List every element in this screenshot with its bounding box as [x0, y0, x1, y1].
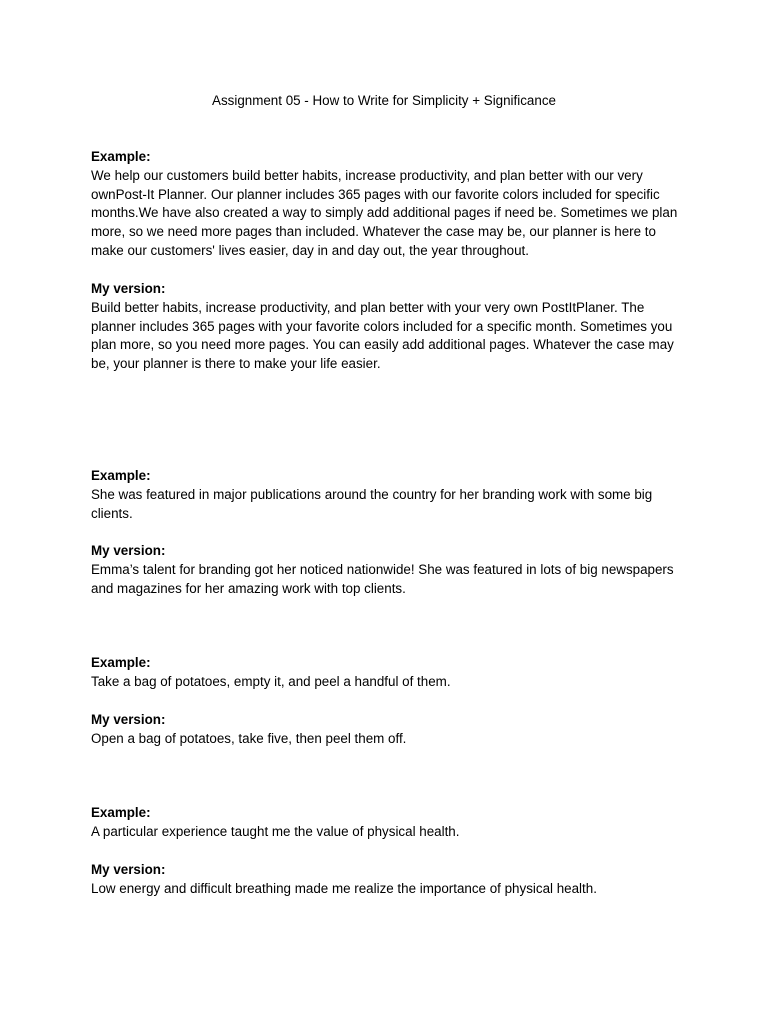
example-heading: Example:	[91, 655, 151, 670]
version-heading: My version:	[91, 543, 166, 558]
version-block-1	[91, 280, 691, 374]
example-block-1	[91, 148, 691, 261]
example-text: She was featured in major publications around the country for her branding work with some big clients.	[91, 486, 653, 521]
version-text: Open a bag of potatoes, take five, then peel them off.	[91, 730, 407, 746]
version-block-2	[91, 542, 691, 598]
example-text: Take a bag of potatoes, empty it, and peel a handful of them.	[91, 673, 451, 689]
example-heading: Example:	[91, 468, 151, 483]
version-text: Build better habits, increase productivity, and plan better with your very own PostItPlaner. The planner includes 365 pages with your favorite colors included for a specific month. Sometimes you plan more, so you need more pages. You can easily add additional pages. Whatever the case may be, your planner is there to make your life easier.	[91, 299, 674, 372]
document-title: Assignment 05 - How to Write for Simplicity + Significance	[212, 93, 556, 108]
version-heading: My version:	[91, 712, 166, 727]
version-heading: My version:	[91, 281, 166, 296]
version-text: Low energy and difficult breathing made me realize the importance of physical health.	[91, 880, 597, 896]
example-heading: Example:	[91, 805, 151, 820]
example-heading: Example:	[91, 149, 151, 164]
version-heading: My version:	[91, 862, 166, 877]
example-text: A particular experience taught me the value of physical health.	[91, 823, 460, 839]
version-text: Emma’s talent for branding got her noticed nationwide! She was featured in lots of big newspapers and magazines for her amazing work with top clients.	[91, 561, 674, 596]
version-block-4	[91, 861, 691, 899]
example-text: We help our customers build better habits, increase productivity, and plan better with our very ownPost-It Planner. Our planner includes 365 pages with our favorite colors included for specific months.We have also created a way to simply add additional pages if need be. Sometimes we plan more, so we need more pages than included. Whatever the case may be, our planner is here to make our customers' lives easier, day in and day out, the year throughout.	[91, 167, 678, 258]
example-block-4	[91, 804, 691, 842]
example-block-3	[91, 654, 691, 692]
example-block-2	[91, 467, 691, 523]
version-block-3	[91, 711, 691, 749]
